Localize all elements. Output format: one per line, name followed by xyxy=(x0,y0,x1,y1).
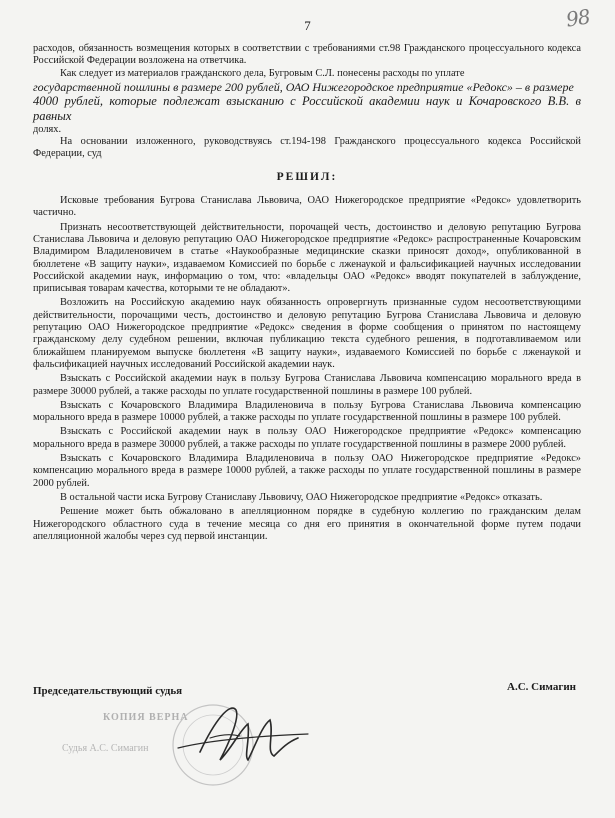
paragraph-costs-line-2: государственной пошлины в размере 200 рублей, ОАО Нижегородское предприятие «Редокс» – в размере xyxy=(33,79,574,94)
paragraph-costs-line-4: долях. xyxy=(33,123,62,135)
document-body xyxy=(33,43,581,543)
paragraph-appeal: Решение может быть обжаловано в апелляционном порядке в судебную коллегию по гражданским делам Нижегородского областного суда в течение месяца со дня его принятия в окончательной форме путем подачи апелляционной жалобы через суд первой инстанции. xyxy=(33,506,581,542)
judge-name: А.С. Симагин xyxy=(507,681,577,693)
paragraph-kocharovsky-to-redox: Взыскать с Кочаровского Владимира Владиленовича в пользу ОАО Нижегородское предприятие «Редокс» компенсацию морального вреда в размере 10000 рублей, а также расходы по уплате государственной пошлины в размере 2000 рублей. xyxy=(33,453,581,489)
paragraph-rest-denied: В остальной части иска Бугрову Станиславу Львовичу, ОАО Нижегородское предприятие «Редокс» отказать. xyxy=(60,491,543,503)
handwritten-page-number: 98 xyxy=(564,4,592,32)
page-number: 7 xyxy=(304,18,311,33)
judge-signature-icon xyxy=(170,690,310,780)
presiding-judge-label: Председательствующий судья xyxy=(33,685,183,697)
paragraph-expenses: расходов, обязанность возмещения которых в соответствии с требованиями ст.98 Гражданского процессуального кодекса Российской Федерации возложена на ответчика. xyxy=(33,43,581,67)
paragraph-ran-to-redox: Взыскать с Российской академии наук в пользу ОАО Нижегородское предприятие «Редокс» компенсацию морального вреда в размере 30000 рублей, а также расходы по уплате государственной пошлины в размере 2000 рублей. xyxy=(33,426,581,450)
paragraph-declare-false: Признать несоответствующей действительности, порочащей честь, достоинство и деловую репутацию Бугрова Станислава Львовича и деловую репутацию ОАО Нижегородское предприятие «Редокс» распространенные Кочаровским Владимиром Владиленовичем в статье «Наукообразные медицинские сказки приносят доход», опубликованной в бюллетене «В защиту науки», издаваемом Комиссией по борьбе с лженаукой и фальсификацией научных исследовании Российской академии наук, информацию о том, что: «владельцы ОАО «Редокс» вводят покупателей в заблуждение, приписывая товарам качества, которыми те не обладают». xyxy=(33,221,581,295)
judge-faint-text: Судья А.С. Симагин xyxy=(62,743,149,754)
paragraph-costs-line-3: 4000 рублей, которые подлежат взысканию с Российской академии наук и Кочаровского В.В. в равных xyxy=(33,93,581,123)
paragraph-ran-to-bugrov: Взыскать с Российской академии наук в пользу Бугрова Станислава Львовича компенсацию морального вреда в размере 30000 рублей, а также расходы по уплате государственной пошлины в размере 100 рублей. xyxy=(33,373,581,397)
paragraph-refutation-duty: Возложить на Российскую академию наук обязанность опровергнуть признанные судом несоответствующими действительности, порочащими честь, достоинство и деловую репутацию Бугрова Станислава Львовича и деловую репутацию ОАО Нижегородское предприятие «Редокс» сведения в форме сообщения о принятом по настоящему гражданскому делу судебном решении, включая публикацию текста судебного решения, в подготавливаемом или ближайшем планируемом выпуске бюллетеня «В защиту науки», издаваемого Комиссией по борьбе с лженаукой и фальсификацией научных исследований Российской академии наук. xyxy=(33,297,581,370)
paragraph-costs-line-1: Как следует из материалов гражданского дела, Бугровым С.Л. понесены расходы по уплате xyxy=(60,67,465,79)
paragraph-claims-partial: Исковые требования Бугрова Станислава Львовича, ОАО Нижегородское предприятие «Редокс» удовлетворить частично. xyxy=(33,195,581,219)
paragraph-legal-basis: На основании изложенного, руководствуясь ст.194-198 Гражданского процессуального кодекса Российской Федерации, суд xyxy=(33,136,581,160)
decision-heading: РЕШИЛ: xyxy=(276,170,338,183)
copy-certified-text: КОПИЯ ВЕРНА xyxy=(103,712,189,723)
paragraph-kocharovsky-to-bugrov: Взыскать с Кочаровского Владимира Владиленовича в пользу Бугрова Станислава Львовича компенсацию морального вреда в размере 10000 рублей, а также расходы по уплате государственной пошлины в размере 100 рублей. xyxy=(33,399,581,424)
